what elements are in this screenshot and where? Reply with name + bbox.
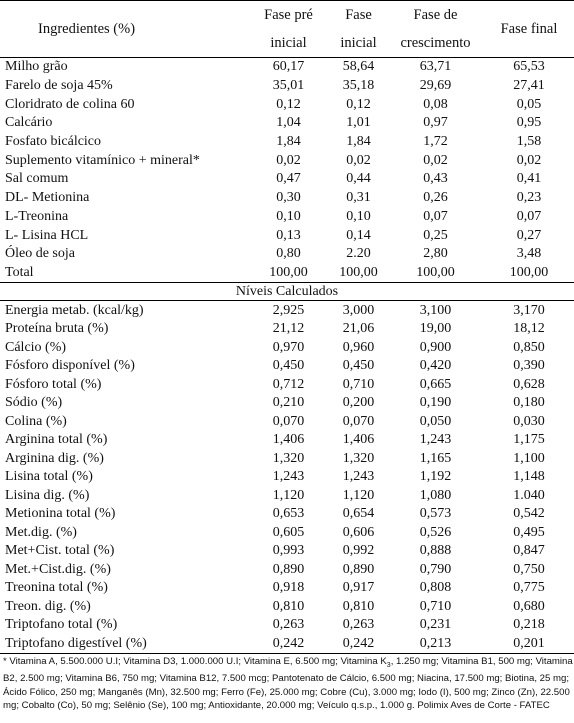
value-cell: 0,526 [419, 524, 452, 540]
value-cell: 2,80 [423, 246, 448, 262]
value-cell: 3,000 [330, 301, 387, 320]
value-cell: 0,847 [513, 543, 545, 558]
value-cell: 0,210 [272, 395, 305, 410]
value-cell: 0,030 [513, 413, 545, 429]
table-row [0, 226, 574, 245]
value-cell: 0,10 [346, 208, 371, 224]
row-label: Lisina dig. (%) [5, 487, 90, 503]
value-cell: 0,27 [516, 227, 542, 243]
value-cell: 0,850 [513, 339, 545, 355]
row-label: Cloridrato de colina 60 [5, 96, 135, 112]
value-cell: 0,710 [419, 598, 452, 614]
row-label: L- Lisina HCL [5, 227, 89, 243]
value-cell: 0,450 [342, 358, 375, 373]
table-row [0, 468, 574, 487]
row-label: Farelo de soja 45% [5, 78, 113, 94]
value-cell: 0,918 [272, 580, 305, 595]
value-cell: 0,02 [423, 152, 448, 168]
value-cell: 0,810 [272, 598, 305, 614]
value-cell: 1,080 [419, 487, 452, 503]
value-cell: 0,750 [513, 561, 545, 577]
table-row [0, 579, 574, 598]
value-cell: 1,120 [272, 487, 305, 503]
table-row [0, 486, 574, 505]
row-label: Óleo de soja [5, 246, 75, 262]
value-cell: 0,542 [513, 506, 545, 521]
value-cell: 0,993 [272, 543, 305, 558]
table-row [0, 114, 574, 133]
value-cell: 0,680 [513, 598, 545, 614]
value-cell: 0,050 [419, 413, 452, 429]
value-cell: 0,02 [516, 152, 542, 168]
row-label: Lisina total (%) [5, 469, 93, 484]
value-cell: 0,44 [346, 171, 371, 187]
value-cell: 0,450 [272, 358, 305, 373]
value-cell: 0,900 [419, 339, 452, 355]
header-pre-initial-phase: Fase pré inicial [247, 1, 330, 58]
value-cell: 0,665 [419, 376, 452, 392]
value-cell: 19,00 [419, 321, 452, 336]
value-cell: 0,628 [513, 376, 545, 392]
row-label: Arginina dig. (%) [5, 450, 104, 466]
value-cell: 0,08 [423, 96, 448, 112]
value-cell: 0,25 [423, 227, 448, 243]
value-cell: 0,263 [342, 617, 375, 632]
value-cell: 21,12 [272, 321, 305, 336]
value-cell: 0,810 [342, 598, 375, 614]
row-label: L-Treonina [5, 208, 69, 224]
value-cell: 0,10 [276, 208, 301, 224]
value-cell: 0,80 [276, 246, 301, 262]
value-cell: 0,26 [423, 190, 448, 206]
table-row [0, 597, 574, 616]
value-cell: 1,243 [342, 469, 375, 484]
calculated-section-header [0, 283, 574, 301]
table-row [0, 58, 574, 77]
section-row [0, 283, 574, 301]
value-cell: 0,654 [342, 506, 375, 521]
value-cell: 1,120 [342, 487, 375, 503]
value-cell: 60,17 [247, 58, 330, 77]
value-cell: 0,992 [342, 543, 375, 558]
value-cell: 1,243 [419, 432, 452, 447]
value-cell: 0,390 [513, 358, 545, 373]
section-label-calculated-levels: Níveis Calculados [0, 283, 574, 301]
value-cell: 100,00 [484, 264, 574, 283]
value-cell: 0,495 [513, 524, 545, 540]
table-row [0, 170, 574, 189]
header-initial-phase: Fase inicial [330, 1, 387, 58]
header-final-phase: Fase final [484, 1, 574, 58]
value-cell: 1,175 [513, 432, 545, 447]
table-row [0, 634, 574, 653]
value-cell: 0,05 [516, 96, 542, 112]
value-cell: 1,320 [342, 450, 375, 466]
value-cell: 0,242 [330, 634, 387, 653]
table-row [0, 208, 574, 227]
value-cell: 0,31 [346, 190, 371, 206]
value-cell: 1,04 [276, 115, 301, 131]
value-cell: 0,070 [342, 413, 375, 429]
table-row [0, 338, 574, 357]
value-cell: 29,69 [419, 78, 452, 94]
row-label: Metionina total (%) [5, 506, 116, 521]
table-row [0, 431, 574, 450]
value-cell: 0,218 [513, 617, 545, 632]
row-label: Arginina total (%) [5, 432, 108, 447]
table-row [0, 189, 574, 208]
value-cell: 3,100 [387, 301, 484, 320]
value-cell: 1,406 [272, 432, 305, 447]
table-row [0, 133, 574, 152]
row-label: Total [0, 264, 247, 283]
value-cell: 0,653 [272, 506, 305, 521]
value-cell: 0,606 [342, 524, 375, 540]
table-row [0, 616, 574, 635]
value-cell: 0,47 [276, 171, 301, 187]
value-cell: 0,180 [513, 395, 545, 410]
value-cell: 2.20 [346, 246, 371, 262]
value-cell: 0,30 [276, 190, 301, 206]
value-cell: 0,23 [516, 190, 542, 206]
value-cell: 18,12 [513, 321, 545, 336]
value-cell: 2,925 [247, 301, 330, 320]
calculated-levels-section [0, 301, 574, 654]
value-cell: 0,07 [423, 208, 448, 224]
value-cell: 1,58 [516, 134, 542, 150]
value-cell: 1,243 [272, 469, 305, 484]
row-label: Colina (%) [5, 413, 67, 429]
value-cell: 100,00 [247, 264, 330, 283]
row-label: DL- Metionina [5, 190, 90, 206]
value-cell: 0,712 [272, 376, 305, 392]
table-row [0, 320, 574, 339]
value-cell: 27,41 [513, 78, 545, 94]
vitamin-mineral-footnote: * Vitamina A, 5.500.000 U.I; Vitamina D3, 1.000.000 U.I; Vitamina E, 6.500 mg; Vitamina $K_3$, 1.250 mg; Vitamina B1, 500 mg; Vitamina B2, 2.500 mg; Vitamina B6, 750 mg; Vitamina B12, 7.500 mcg; Pantotenato de Cálcio, 6.500 mg; Niacina, 17.500 mg; Biotina, 25 mg; Ácido Fólico, 250 mg; Manganês (Mn), 32.500 mg; Ferro (Fe), 25.000 mg; Cobre (Cu), 3.000 mg; Iodo (I), 500 mg; Zinco (Zn), 22.500 mg; Cobalto (Co), 50 mg; Selênio (Se), 100 mg; Antioxidante, 20.000 mg; Veículo q.s.p., 1.000 g. Polimix Aves de Corte - FATEC [3, 656, 573, 712]
row-label: Triptofano digestível (%) [0, 634, 247, 653]
value-cell: 0,13 [276, 227, 301, 243]
table-row [0, 542, 574, 561]
value-cell: 0,14 [346, 227, 371, 243]
row-label: Sódio (%) [5, 395, 63, 410]
value-cell: 0,41 [516, 171, 542, 187]
row-label: Fósforo total (%) [5, 376, 102, 392]
value-cell: 0,190 [419, 395, 452, 410]
value-cell: 0,970 [272, 339, 305, 355]
value-cell: 35,01 [272, 78, 305, 94]
value-cell: 0,808 [419, 580, 452, 595]
value-cell: 58,64 [330, 58, 387, 77]
row-label: Met.dig. (%) [5, 524, 77, 540]
table-row [0, 523, 574, 542]
row-label: Treonina total (%) [5, 580, 108, 595]
row-label: Fosfato bicálcico [5, 134, 102, 150]
value-cell: 3,48 [516, 246, 542, 262]
value-cell: 0,97 [423, 115, 448, 131]
value-cell: 0,213 [387, 634, 484, 653]
value-cell: 0,95 [516, 115, 542, 131]
value-cell: 1,84 [276, 134, 301, 150]
row-label: Milho grão [0, 58, 247, 77]
row-label: Proteína bruta (%) [5, 321, 109, 336]
row-label: Suplemento vitamínico + mineral* [5, 152, 200, 168]
value-cell: 0,02 [276, 152, 301, 168]
table-row [0, 505, 574, 524]
table-row [0, 95, 574, 114]
value-cell: 0,02 [346, 152, 371, 168]
row-label: Calcário [5, 115, 53, 131]
table-row [0, 151, 574, 170]
value-cell: 1,72 [423, 134, 448, 150]
row-label: Fósforo disponível (%) [5, 358, 135, 373]
table-row [0, 449, 574, 468]
row-label: Energia metab. (kcal/kg) [0, 301, 247, 320]
value-cell: 0,888 [419, 543, 452, 558]
value-cell: 1,320 [272, 450, 305, 466]
value-cell: 0,775 [513, 580, 545, 595]
value-cell: 1,406 [342, 432, 375, 447]
row-label: Cálcio (%) [5, 339, 67, 355]
value-cell: 0,242 [247, 634, 330, 653]
value-cell: 0,12 [276, 96, 301, 112]
row-label: Triptofano total (%) [5, 617, 118, 632]
value-cell: 0,420 [419, 358, 452, 373]
value-cell: 3,170 [484, 301, 574, 320]
header-row [0, 1, 574, 58]
value-cell: 0,231 [419, 617, 452, 632]
table-row [0, 560, 574, 579]
value-cell: 1,192 [419, 469, 452, 484]
row-label: Treon. dig. (%) [5, 598, 91, 614]
table-row [0, 245, 574, 264]
row-label: Met.+Cist.dig. (%) [5, 561, 111, 577]
value-cell: 0,710 [342, 376, 375, 392]
value-cell: 0,43 [423, 171, 448, 187]
value-cell: 1,100 [513, 450, 545, 466]
value-cell: 100,00 [330, 264, 387, 283]
value-cell: 0,070 [272, 413, 305, 429]
header-ingredients: Ingredientes (%) [0, 1, 247, 58]
table-row [0, 301, 574, 320]
value-cell: 0,200 [342, 395, 375, 410]
value-cell: 1,84 [346, 134, 371, 150]
row-label: Sal comum [5, 171, 69, 187]
table-row [0, 412, 574, 431]
value-cell: 0,960 [342, 339, 375, 355]
value-cell: 0,917 [342, 580, 375, 595]
value-cell: 35,18 [342, 78, 375, 94]
value-cell: 0,605 [272, 524, 305, 540]
table-row [0, 375, 574, 394]
value-cell: 0,201 [484, 634, 574, 653]
table-row [0, 394, 574, 413]
value-cell: 21,06 [342, 321, 375, 336]
value-cell: 0,790 [419, 561, 452, 577]
value-cell: 1,148 [513, 469, 545, 484]
value-cell: 63,71 [387, 58, 484, 77]
ingredients-section [0, 58, 574, 283]
value-cell: 0,890 [272, 561, 305, 577]
value-cell: 1,01 [346, 115, 371, 131]
value-cell: 0,890 [342, 561, 375, 577]
table-row [0, 77, 574, 96]
value-cell: 100,00 [387, 264, 484, 283]
table-row [0, 357, 574, 376]
value-cell: 1.040 [513, 487, 545, 503]
table-row [0, 264, 574, 283]
value-cell: 65,53 [484, 58, 574, 77]
value-cell: 0,12 [346, 96, 371, 112]
value-cell: 1,165 [419, 450, 452, 466]
header-growth-phase: Fase de crescimento [387, 1, 484, 58]
value-cell: 0,263 [272, 617, 305, 632]
value-cell: 0,573 [419, 506, 452, 521]
value-cell: 0,07 [516, 208, 542, 224]
row-label: Met+Cist. total (%) [5, 543, 115, 558]
